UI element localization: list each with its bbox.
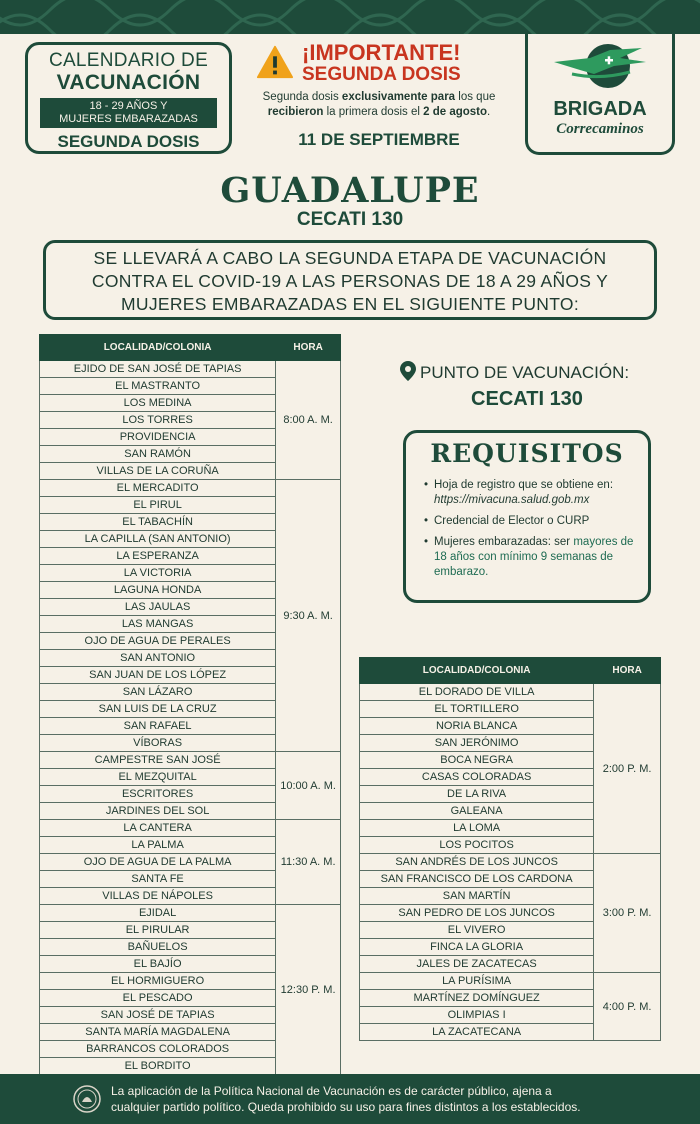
locality-cell: EJIDAL bbox=[40, 905, 276, 922]
table-row bbox=[40, 361, 341, 378]
calendar-box bbox=[25, 42, 232, 154]
locality-cell: JARDINES DEL SOL bbox=[40, 803, 276, 820]
locality-cell: OJO DE AGUA DE PERALES bbox=[40, 633, 276, 650]
locality-cell: EJIDO DE SAN JOSÉ DE TAPIAS bbox=[40, 361, 276, 378]
table-row bbox=[40, 905, 341, 922]
important-title: ¡IMPORTANTE! bbox=[302, 40, 461, 65]
locality-cell: LA ESPERANZA bbox=[40, 548, 276, 565]
hour-cell: 8:00 A. M. bbox=[276, 361, 341, 480]
locality-cell: SAN PEDRO DE LOS JUNCOS bbox=[360, 905, 594, 922]
requirements-title: REQUISITOS bbox=[430, 439, 624, 468]
calendar-band-line2: MUJERES EMBARAZADAS bbox=[59, 113, 198, 125]
locality-cell: NORIA BLANCA bbox=[360, 718, 594, 735]
brigade-subtitle: Correcaminos bbox=[556, 121, 644, 137]
hour-cell: 11:30 A. M. bbox=[276, 820, 341, 905]
vaccination-point-label: PUNTO DE VACUNACIÓN: bbox=[400, 361, 660, 383]
locality-header: LOCALIDAD/COLONIA bbox=[360, 658, 594, 684]
locality-cell: SAN FRANCISCO DE LOS CARDONA bbox=[360, 871, 594, 888]
locality-cell: BARRANCOS COLORADOS bbox=[40, 1041, 276, 1058]
locality-cell: EL BORDITO bbox=[40, 1058, 276, 1075]
calendar-band bbox=[40, 98, 217, 128]
table-row bbox=[360, 684, 661, 701]
footer bbox=[0, 1074, 700, 1124]
locality-cell: LAGUNA HONDA bbox=[40, 582, 276, 599]
locality-cell: EL TORTILLERO bbox=[360, 701, 594, 718]
locality-cell: JALES DE ZACATECAS bbox=[360, 956, 594, 973]
important-subtitle: SEGUNDA DOSIS bbox=[302, 64, 461, 85]
warning-icon bbox=[256, 44, 294, 80]
hour-cell: 4:00 P. M. bbox=[594, 973, 661, 1041]
locality-cell: VILLAS DE NÁPOLES bbox=[40, 888, 276, 905]
vaccination-point-name: CECATI 130 bbox=[471, 388, 583, 410]
schedule-table-right bbox=[359, 657, 661, 1041]
locality-cell: DE LA RIVA bbox=[360, 786, 594, 803]
locality-cell: SAN LUIS DE LA CRUZ bbox=[40, 701, 276, 718]
locality-cell: SAN RAFAEL bbox=[40, 718, 276, 735]
brigade-title: BRIGADA bbox=[553, 98, 647, 120]
locality-cell: EL VIVERO bbox=[360, 922, 594, 939]
locality-cell: LA VICTORIA bbox=[40, 565, 276, 582]
requirement-item: • Hoja de registro que se obtiene en: https://mivacuna.salud.gob.mx bbox=[424, 478, 638, 508]
locality-cell: LA PURÍSIMA bbox=[360, 973, 594, 990]
locality-cell: SAN ANDRÉS DE LOS JUNCOS bbox=[360, 854, 594, 871]
locality-cell: LAS MANGAS bbox=[40, 616, 276, 633]
locality-cell: SAN RAMÓN bbox=[40, 446, 276, 463]
announcement-line3: MUJERES EMBARAZADAS EN EL SIGUIENTE PUNTO: bbox=[121, 294, 579, 314]
hour-header: HORA bbox=[276, 335, 341, 361]
locality-cell: VÍBORAS bbox=[40, 735, 276, 752]
locality-cell: LAS JAULAS bbox=[40, 599, 276, 616]
locality-cell: FINCA LA GLORIA bbox=[360, 939, 594, 956]
requirement-item: • Credencial de Elector o CURP bbox=[424, 514, 638, 529]
locality-cell: EL MASTRANTO bbox=[40, 378, 276, 395]
locality-cell: LOS TORRES bbox=[40, 412, 276, 429]
locality-cell: LA PALMA bbox=[40, 837, 276, 854]
locality-cell: BAÑUELOS bbox=[40, 939, 276, 956]
table-row bbox=[40, 820, 341, 837]
locality-cell: MARTÍNEZ DOMÍNGUEZ bbox=[360, 990, 594, 1007]
hour-cell: 10:00 A. M. bbox=[276, 752, 341, 820]
locality-cell: EL PIRULAR bbox=[40, 922, 276, 939]
place-subtitle: CECATI 130 bbox=[296, 209, 404, 230]
important-note: Segunda dosis exclusivamente para los que recibieron la primera dosis el 2 de agosto. bbox=[262, 91, 496, 118]
locality-cell: SANTA MARÍA MAGDALENA bbox=[40, 1024, 276, 1041]
locality-cell: VILLAS DE LA CORUÑA bbox=[40, 463, 276, 480]
locality-cell: SAN MARTÍN bbox=[360, 888, 594, 905]
locality-cell: SAN ANTONIO bbox=[40, 650, 276, 667]
requirements-box bbox=[403, 430, 651, 603]
requirement-item: • Mujeres embarazadas: ser mayores de 18 años con mínimo 9 semanas de embarazo. bbox=[424, 535, 638, 580]
locality-cell: EL PIRUL bbox=[40, 497, 276, 514]
locality-cell: OJO DE AGUA DE LA PALMA bbox=[40, 854, 276, 871]
locality-cell: EL MERCADITO bbox=[40, 480, 276, 497]
hour-cell: 3:00 P. M. bbox=[594, 854, 661, 973]
locality-cell: EL BAJÍO bbox=[40, 956, 276, 973]
locality-cell: EL TABACHÍN bbox=[40, 514, 276, 531]
locality-cell: LA CAPILLA (SAN ANTONIO) bbox=[40, 531, 276, 548]
mexico-seal-icon bbox=[72, 1084, 102, 1114]
brigade-box bbox=[525, 34, 675, 155]
locality-cell: CASAS COLORADAS bbox=[360, 769, 594, 786]
calendar-line3: SEGUNDA DOSIS bbox=[57, 132, 200, 151]
table-row bbox=[40, 480, 341, 497]
locality-cell: SAN JOSÉ DE TAPIAS bbox=[40, 1007, 276, 1024]
calendar-line2: VACUNACIÓN bbox=[56, 71, 201, 94]
footer-disclaimer: La aplicación de la Política Nacional de Vacunación es de carácter público, ajena a cualquier partido político. Queda prohibido su uso para fines distintos a los establecidos. bbox=[111, 1084, 581, 1114]
ornament-pattern bbox=[0, 0, 700, 34]
announcement-line1: SE LLEVARÁ A CABO LA SEGUNDA ETAPA DE VACUNACIÓN bbox=[93, 248, 607, 268]
locality-cell: EL HORMIGUERO bbox=[40, 973, 276, 990]
locality-cell: SAN LÁZARO bbox=[40, 684, 276, 701]
announcement-line2: CONTRA EL COVID-19 A LAS PERSONAS DE 18 A 29 AÑOS Y bbox=[91, 271, 609, 291]
locality-cell: BOCA NEGRA bbox=[360, 752, 594, 769]
announcement-box bbox=[43, 240, 657, 320]
locality-cell: PROVIDENCIA bbox=[40, 429, 276, 446]
registration-link[interactable]: https://mivacuna.salud.gob.mx bbox=[434, 494, 590, 506]
locality-cell: CAMPESTRE SAN JOSÉ bbox=[40, 752, 276, 769]
locality-cell: GALEANA bbox=[360, 803, 594, 820]
hour-cell: 12:30 P. M. bbox=[276, 905, 341, 1075]
locality-cell: EL DORADO DE VILLA bbox=[360, 684, 594, 701]
locality-cell: LA ZACATECANA bbox=[360, 1024, 594, 1041]
locality-cell: SAN JUAN DE LOS LÓPEZ bbox=[40, 667, 276, 684]
hour-cell: 9:30 A. M. bbox=[276, 480, 341, 752]
requirements-list bbox=[424, 478, 638, 580]
hour-cell: 2:00 P. M. bbox=[594, 684, 661, 854]
schedule-table-left bbox=[39, 334, 341, 1075]
table-row bbox=[40, 752, 341, 769]
important-date: 11 DE SEPTIEMBRE bbox=[298, 130, 460, 149]
calendar-line1: CALENDARIO DE bbox=[48, 50, 209, 71]
location-pin-icon bbox=[400, 361, 416, 381]
calendar-band-line1: 18 - 29 AÑOS Y bbox=[89, 100, 168, 112]
locality-cell: EL PESCADO bbox=[40, 990, 276, 1007]
locality-cell: EL MEZQUITAL bbox=[40, 769, 276, 786]
important-notice bbox=[254, 40, 504, 160]
locality-cell: LOS MEDINA bbox=[40, 395, 276, 412]
hour-header: HORA bbox=[594, 658, 661, 684]
city-title: GUADALUPE bbox=[220, 170, 480, 211]
locality-header: LOCALIDAD/COLONIA bbox=[40, 335, 276, 361]
roadrunner-logo-icon bbox=[550, 40, 650, 96]
table-row bbox=[360, 973, 661, 990]
locality-cell: OLIMPIAS I bbox=[360, 1007, 594, 1024]
locality-cell: SANTA FE bbox=[40, 871, 276, 888]
locality-cell: SAN JERÓNIMO bbox=[360, 735, 594, 752]
table-row bbox=[360, 854, 661, 871]
locality-cell: LA CANTERA bbox=[40, 820, 276, 837]
locality-cell: ESCRITORES bbox=[40, 786, 276, 803]
locality-cell: LOS POCITOS bbox=[360, 837, 594, 854]
locality-cell: LA LOMA bbox=[360, 820, 594, 837]
decorative-top-band bbox=[0, 0, 700, 34]
